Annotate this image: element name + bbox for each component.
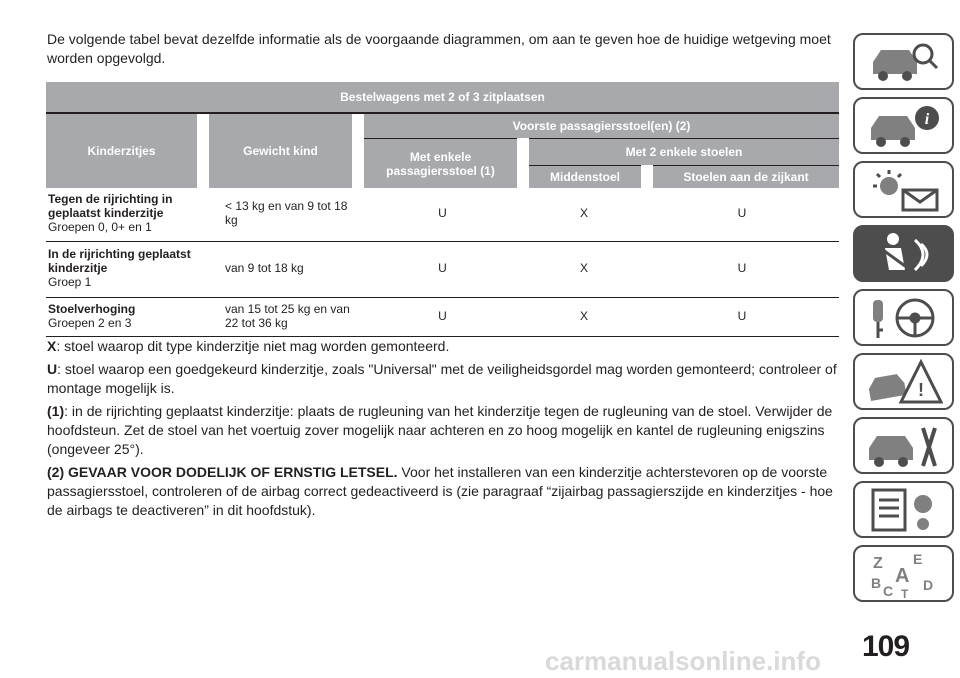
row-group: Groepen 0, 0+ en 1 bbox=[48, 220, 152, 235]
row-name: Tegen de rijrichting in geplaatst kinderzitje bbox=[48, 192, 173, 221]
row-name: In de rijrichting geplaatst kinderzitje bbox=[48, 247, 191, 275]
row-middle: X bbox=[523, 241, 647, 297]
row-group: Groep 1 bbox=[48, 275, 92, 289]
row-middle: X bbox=[523, 297, 647, 336]
row-side: U bbox=[647, 297, 839, 336]
col-front-seats: Voorste passagiersstoel(en) (2) bbox=[364, 113, 839, 139]
row-single: U bbox=[364, 188, 523, 241]
breakdown-icon[interactable] bbox=[853, 353, 954, 410]
note-1: (1): in de rijrichting geplaatst kinderzitje: plaats de rugleuning van het kinderzitje tegen de rugleuning van de stoel. Verwijder de hoofdsteun. Zet de stoel van het voertuig zover mogelijk naar achteren en zo hoog mogelijk en kantel de rugleuning enigszins (ongeveer 25°). bbox=[47, 403, 833, 457]
intro-text: De volgende tabel bevat dezelfde informatie als de voorgaande diagrammen, om aan te geven hoe de huidige wetgeving moet worden opgevolgd. bbox=[47, 31, 831, 66]
col-single-seat: Met enkele passagiersstoel (1) bbox=[364, 139, 523, 189]
index-icon[interactable] bbox=[853, 545, 954, 602]
row-weight: van 9 tot 18 kg bbox=[197, 241, 364, 297]
svg-text:!: ! bbox=[917, 379, 924, 400]
col-two-seats: Met 2 enkele stoelen bbox=[523, 139, 839, 166]
table-title: Bestelwagens met 2 of 3 zitplaatsen bbox=[46, 82, 839, 113]
row-group: Groepen 2 en 3 bbox=[48, 315, 132, 330]
car-search-icon[interactable] bbox=[853, 33, 954, 90]
specs-icon[interactable] bbox=[853, 481, 954, 538]
row-middle: X bbox=[523, 188, 647, 241]
col-middle-seat: Middenstoel bbox=[523, 166, 647, 189]
notes bbox=[47, 337, 840, 524]
note-x: X: stoel waarop dit type kinderzitje niet mag worden gemonteerd. bbox=[47, 338, 450, 354]
table-row bbox=[46, 297, 839, 336]
car-info-icon[interactable] bbox=[853, 97, 954, 154]
table-row bbox=[46, 188, 839, 241]
car-tools-icon[interactable] bbox=[853, 417, 954, 474]
row-side: U bbox=[647, 188, 839, 241]
note-2: (2) GEVAAR VOOR DODELIJK OF ERNSTIG LETSEL. Voor het installeren van een kinderzitje achterstevoren op de voorste passagiersstoel, controleren of de airbag correct gedeactiveerd is (zie paragraaf “zijairbag passagierszijde en kinderzitjes - hoe de airbags te deactiveren” in dit hoofdstuk). bbox=[47, 464, 833, 518]
col-child-seats: Kinderzitjes bbox=[46, 113, 197, 188]
table-row bbox=[46, 241, 839, 297]
svg-text:A: A bbox=[894, 564, 909, 587]
row-side: U bbox=[647, 241, 839, 297]
row-single: U bbox=[364, 297, 523, 336]
warning-lights-icon[interactable] bbox=[853, 161, 954, 218]
col-weight: Gewicht kind bbox=[209, 113, 352, 188]
svg-text:D: D bbox=[922, 576, 933, 593]
row-weight: van 15 tot 25 kg en van 22 tot 36 kg bbox=[197, 297, 364, 336]
col-side-seats: Stoelen aan de zijkant bbox=[647, 166, 839, 189]
key-steering-icon[interactable] bbox=[853, 289, 954, 346]
row-name: Stoelverhoging bbox=[48, 301, 136, 316]
svg-text:Z: Z bbox=[872, 554, 883, 572]
note-u: U: stoel waarop een goedgekeurd kinderzitje, zoals "Universal" met de veiligheidsgordel mag worden gemonteerd; controleer of montage mogelijk is. bbox=[47, 361, 837, 396]
svg-text:B: B bbox=[870, 574, 881, 591]
row-weight: < 13 kg en van 9 tot 18 kg bbox=[197, 188, 364, 241]
watermark: carmanualsonline.info bbox=[545, 646, 821, 676]
child-seat-table bbox=[46, 82, 839, 337]
svg-text:E: E bbox=[912, 550, 922, 567]
svg-text:i: i bbox=[924, 110, 929, 128]
svg-text:T: T bbox=[900, 586, 908, 598]
svg-text:C: C bbox=[882, 582, 893, 598]
chapter-tabs bbox=[853, 33, 956, 609]
row-single: U bbox=[364, 241, 523, 297]
child-safety-icon[interactable] bbox=[853, 225, 954, 282]
page-number: 109 bbox=[862, 630, 910, 663]
